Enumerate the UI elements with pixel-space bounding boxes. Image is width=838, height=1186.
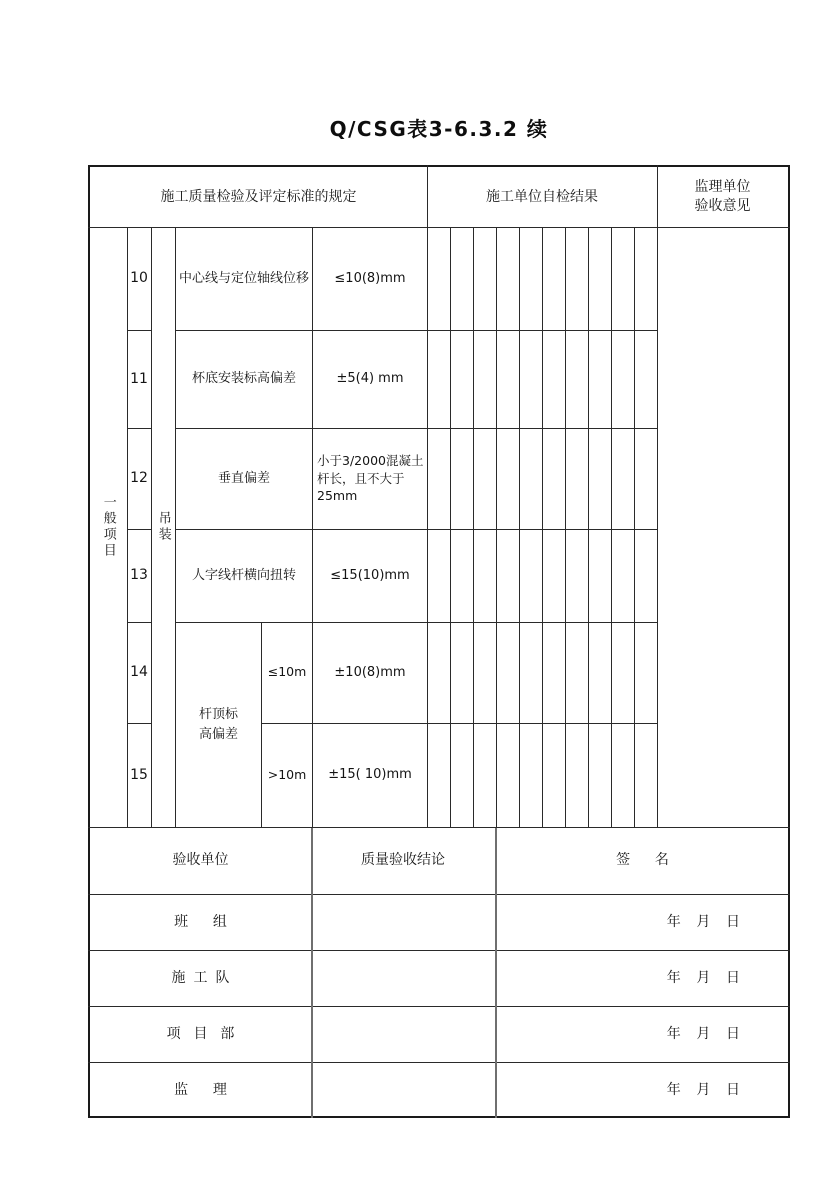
standard-value: ≤15(10)mm xyxy=(330,567,410,583)
header-supervisor-text: 监理单位验收意见 xyxy=(694,179,751,214)
condition-label: ≤10m xyxy=(267,664,307,680)
supervisor-opinion-cell[interactable] xyxy=(658,228,789,827)
item-label: 中心线与定位轴线位移 xyxy=(178,270,309,286)
footer-signature-header: 签 名 xyxy=(616,852,669,868)
signature-date-cell[interactable] xyxy=(495,1006,790,1062)
signature-date-cell[interactable] xyxy=(495,950,790,1006)
signature-date-cell[interactable] xyxy=(495,1062,790,1118)
row-number: 12 xyxy=(130,470,148,486)
item-label-merged xyxy=(176,622,261,827)
date-label: 年 月 日 xyxy=(666,1081,740,1098)
date-label: 年 月 日 xyxy=(666,1025,740,1042)
row-number: 14 xyxy=(130,664,148,680)
unit-label: 班 组 xyxy=(174,913,227,930)
unit-label: 项 目 部 xyxy=(166,1025,235,1042)
self-check-grid[interactable] xyxy=(427,227,657,827)
item-label: 人字线杆横向扭转 xyxy=(191,567,296,583)
footer-conclusion-header: 质量验收结论 xyxy=(361,852,445,868)
page-title: Q/CSG表3-6.3.2 续 xyxy=(329,116,549,141)
standard-value: ±15( 10)mm xyxy=(328,767,412,783)
standard-value: ≤10(8)mm xyxy=(334,270,406,286)
standard-value: ±5(4) mm xyxy=(336,371,404,387)
row-number: 11 xyxy=(130,370,148,387)
header-supervisor-label xyxy=(657,167,788,227)
footer-unit-header: 验收单位 xyxy=(172,852,229,868)
unit-label: 施 工 队 xyxy=(171,969,230,986)
condition-label: >10m xyxy=(267,766,307,782)
date-label: 年 月 日 xyxy=(666,913,740,930)
header-selfcheck-label: 施工单位自检结果 xyxy=(486,188,598,205)
subcategory-label-vertical: 吊装 xyxy=(155,511,171,543)
standard-value: 小于3/2000混凝土杆长，且不大于25mm xyxy=(317,453,424,504)
conclusion-input-cell[interactable] xyxy=(311,950,495,1006)
category-label-vertical: 一般项目 xyxy=(100,495,116,559)
item-label: 垂直偏差 xyxy=(217,470,270,486)
row-number: 10 xyxy=(130,270,148,286)
conclusion-input-cell[interactable] xyxy=(311,894,495,950)
row-number: 15 xyxy=(130,766,148,783)
conclusion-input-cell[interactable] xyxy=(311,1062,495,1118)
conclusion-input-cell[interactable] xyxy=(311,1006,495,1062)
item-label-text: 杆顶标高偏差 xyxy=(198,707,238,742)
standard-value: ±10(8)mm xyxy=(334,664,406,680)
unit-label: 监 理 xyxy=(174,1081,227,1098)
header-standards-label: 施工质量检验及评定标准的规定 xyxy=(160,188,357,205)
item-label: 杯底安装标高偏差 xyxy=(191,371,296,387)
row-number: 13 xyxy=(130,567,148,583)
date-label: 年 月 日 xyxy=(666,969,740,986)
signature-date-cell[interactable] xyxy=(495,894,790,950)
